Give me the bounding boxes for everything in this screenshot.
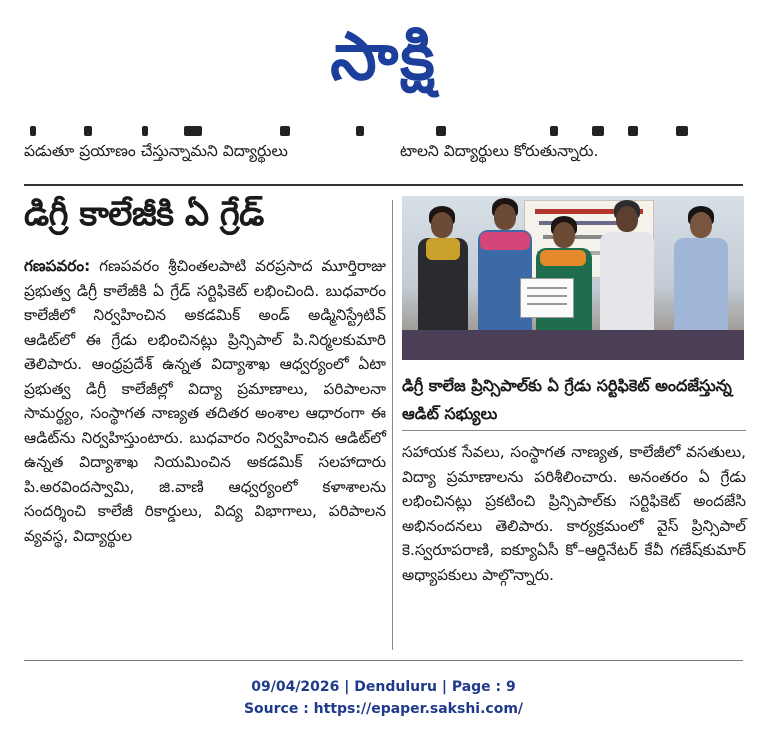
clipped-text-fragments — [24, 124, 743, 136]
article-body-left — [24, 254, 386, 548]
footer-divider — [24, 660, 743, 661]
article-headline: డిగ్రీ కాలేజీకి ఏ గ్రేడ్ — [24, 194, 264, 234]
certificate — [520, 278, 574, 318]
masthead — [0, 0, 767, 118]
photo-caption: డిగ్రీ కాలేజ ప్రిన్సిపాల్‌కు ఏ గ్రేడు సర్టిఫికెట్ అందజేస్తున్న ఆడిట్ సభ్యులు — [402, 376, 732, 423]
person-figure — [416, 206, 470, 338]
newspaper-logo: సాక్షి — [330, 18, 437, 95]
person-figure — [534, 216, 594, 338]
section-divider — [24, 184, 743, 186]
source-link[interactable]: Source : https://epaper.sakshi.com/ — [243, 701, 524, 717]
person-figure — [672, 206, 730, 338]
person-figure — [598, 200, 656, 338]
article-body-right: సహాయక సేవలు, సంస్థాగత నాణ్యత, కాలేజీలో వసతులు, విద్యా ప్రమాణాలను పరిశీలించారు. అనంతరం ఏ గ్రేడు లభించినట్లు ప్రకటించి ప్రిన్సిపాల్‌కు సర్టిఫికెట్ అందజేసి అభినందనలు తెలిపారు. కార్యక్రమంలో వైస్ ప్రిన్సిపాల్ కె.స్వరూపరాణి, ఐక్యూఏసీ కో–ఆర్డినేటర్ కేవీ గణేష్‌కుమార్ అధ్యాపకులు పాల్గొన్నారు. — [402, 443, 746, 584]
clipped-previous-article — [24, 124, 743, 184]
caption-divider — [402, 430, 746, 431]
footer — [0, 676, 767, 720]
column-divider — [392, 200, 393, 650]
article-photo — [402, 196, 744, 360]
clipped-text-left: పడుతూ ప్రయాణం చేస్తున్నామని విద్యార్థులు — [24, 142, 288, 160]
dateline: గణపవరం: — [24, 257, 91, 275]
clipped-text-right: టాలని విద్యార్థులు కోరుతున్నారు. — [400, 142, 599, 160]
body-text-left: గణపవరం శ్రీచింతలపాటి వరప్రసాద మూర్తిరాజు ప్రభుత్వ డిగ్రీ కాలేజీకి ఏ గ్రేడ్ సర్టిఫికెట్ లభించింది. బుధవారం కాలేజీలో నిర్వహించిన అకడమిక్ అండ్ అడ్మినిస్ట్రేటివ్ ఆడిట్‌లో ఈ గ్రేడు లభించినట్లు ప్రిన్సిపాల్ పి.నిర్మలకుమారి తెలిపారు. ఆంధ్రప్రదేశ్ ఉన్నత విద్యాశాఖ ఆధ్వర్యంలో ఏటా ప్రభుత్వ డిగ్రీ కాలేజీల్లో విద్యా ప్రమాణాలు, పరిపాలనా సామర్థ్యం, సంస్థాగత నాణ్యత తదితర అంశాల ఆధారంగా ఈ ఆడిట్‌ను నిర్వహిస్తుంటారు. బుధవారం నిర్వహించిన ఆడిట్‌లో ఉన్నత విద్యాశాఖ నియమించిన అకడమిక్ సలహాదారు పి.అరవిందస్వామి, జి.వాణి ఆధ్వర్యంలో కళాశాలను సందర్శించి కాలేజీ రికార్డులు, విద్య విభాగాలు, పరిపాలన వ్యవస్థ, విద్యార్థుల — [24, 257, 386, 545]
edition-info: 09/04/2026 | Denduluru | Page : 9 — [251, 679, 516, 695]
table — [402, 330, 744, 360]
